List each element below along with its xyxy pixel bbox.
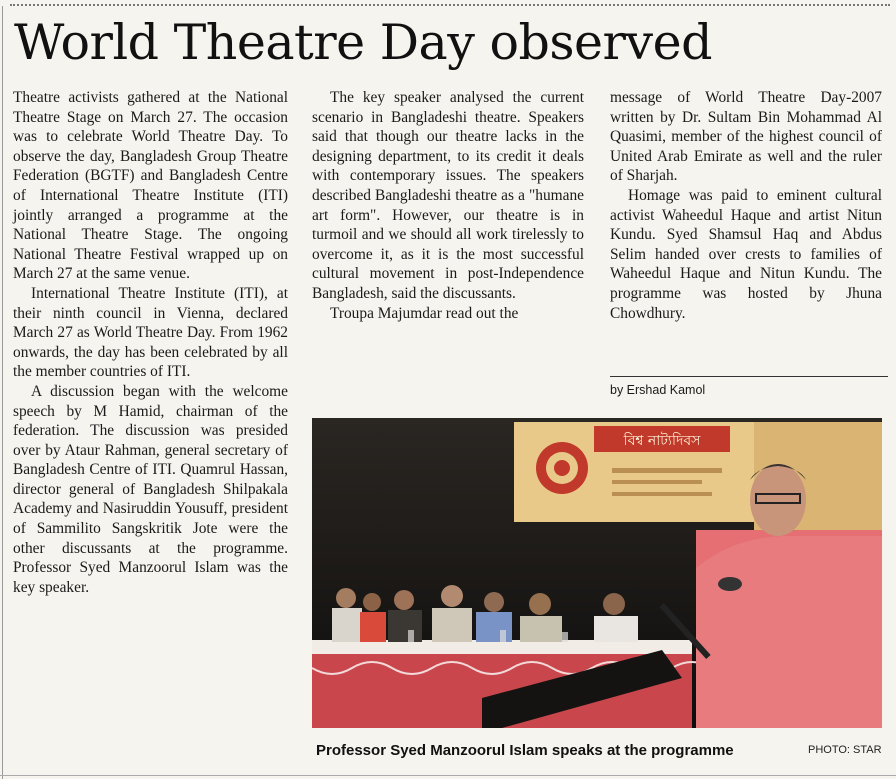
byline: by Ershad Kamol	[610, 376, 888, 397]
top-dotted-rule	[10, 4, 890, 6]
photo-credit: PHOTO: STAR	[808, 744, 882, 756]
paragraph: Theatre activists gathered at the National Theatre Stage on March 27. The occasion was to celebrate World Theatre Day. To observe the day, Bangladesh Group Theatre Federation (BGTF) and Bangladesh Centre of International Theatre Institute (ITI) jointly arranged a programme at the National Theatre Stage. The ongoing National Theatre Festival wrapped up on March 27 at the same venue.	[13, 89, 288, 283]
event-photo	[312, 418, 882, 728]
paragraph: A discussion began with the welcome speech by M Hamid, chairman of the federation. The discussion was presided over by Ataur Rahman, general secretary of Bangladesh Centre of ITI. Quamrul Hassan, director general of Bangladesh Shilpakala Academy and Nasiruddin Yousuff, president of Sammilito Sangskritik Jote were the other discussants at the programme. Professor Syed Manzoorul Islam was the key speaker.	[13, 382, 288, 596]
article-column-1	[13, 88, 288, 597]
article-column-3	[610, 88, 882, 323]
bottom-rule	[0, 775, 896, 776]
microphone	[718, 577, 742, 591]
paragraph: The key speaker analysed the current scenario in Bangladeshi theatre. Speakers said that though our theatre lacks in the designing department, to its credit it deals with contemporary issues. The speakers described Bangladeshi theatre as a "humane art form". However, our theatre is in turmoil and we should all work tirelessly to overcome it, as it is the most successful cultural movement in post-Independence Bangladesh, said the discussants.	[312, 89, 584, 302]
paragraph: International Theatre Institute (ITI), at their ninth council in Vienna, declared March 27 as World Theatre Day. From 1962 onwards, the day has been celebrated by all the member countries of ITI.	[13, 284, 288, 381]
headline: World Theatre Day observed	[14, 14, 712, 71]
article-column-2	[312, 88, 584, 323]
head-table	[312, 640, 692, 654]
photo-illustration	[312, 418, 882, 728]
stage-banner	[514, 422, 882, 530]
left-column-rule	[2, 6, 3, 779]
paragraph: Homage was paid to eminent cultural activist Waheedul Haque and artist Nitun Kundu. Syed Shamsul Haq and Abdus Selim handed over crests to families of Waheedul Haque and Nitun Kundu. The programme was hosted by Jhuna Chowdhury.	[610, 186, 882, 322]
paragraph: Troupa Majumdar read out the	[330, 304, 519, 322]
photo-caption: Professor Syed Manzoorul Islam speaks at the programme	[316, 742, 734, 759]
paragraph: message of World Theatre Day-2007 written by Dr. Sultam Bin Mohammad Al Quasimi, member of the highest council of United Arab Emirate as well and the ruler of Sharjah.	[610, 89, 882, 185]
banner-title: বিশ্ব নাট্যদিবস	[623, 433, 701, 449]
